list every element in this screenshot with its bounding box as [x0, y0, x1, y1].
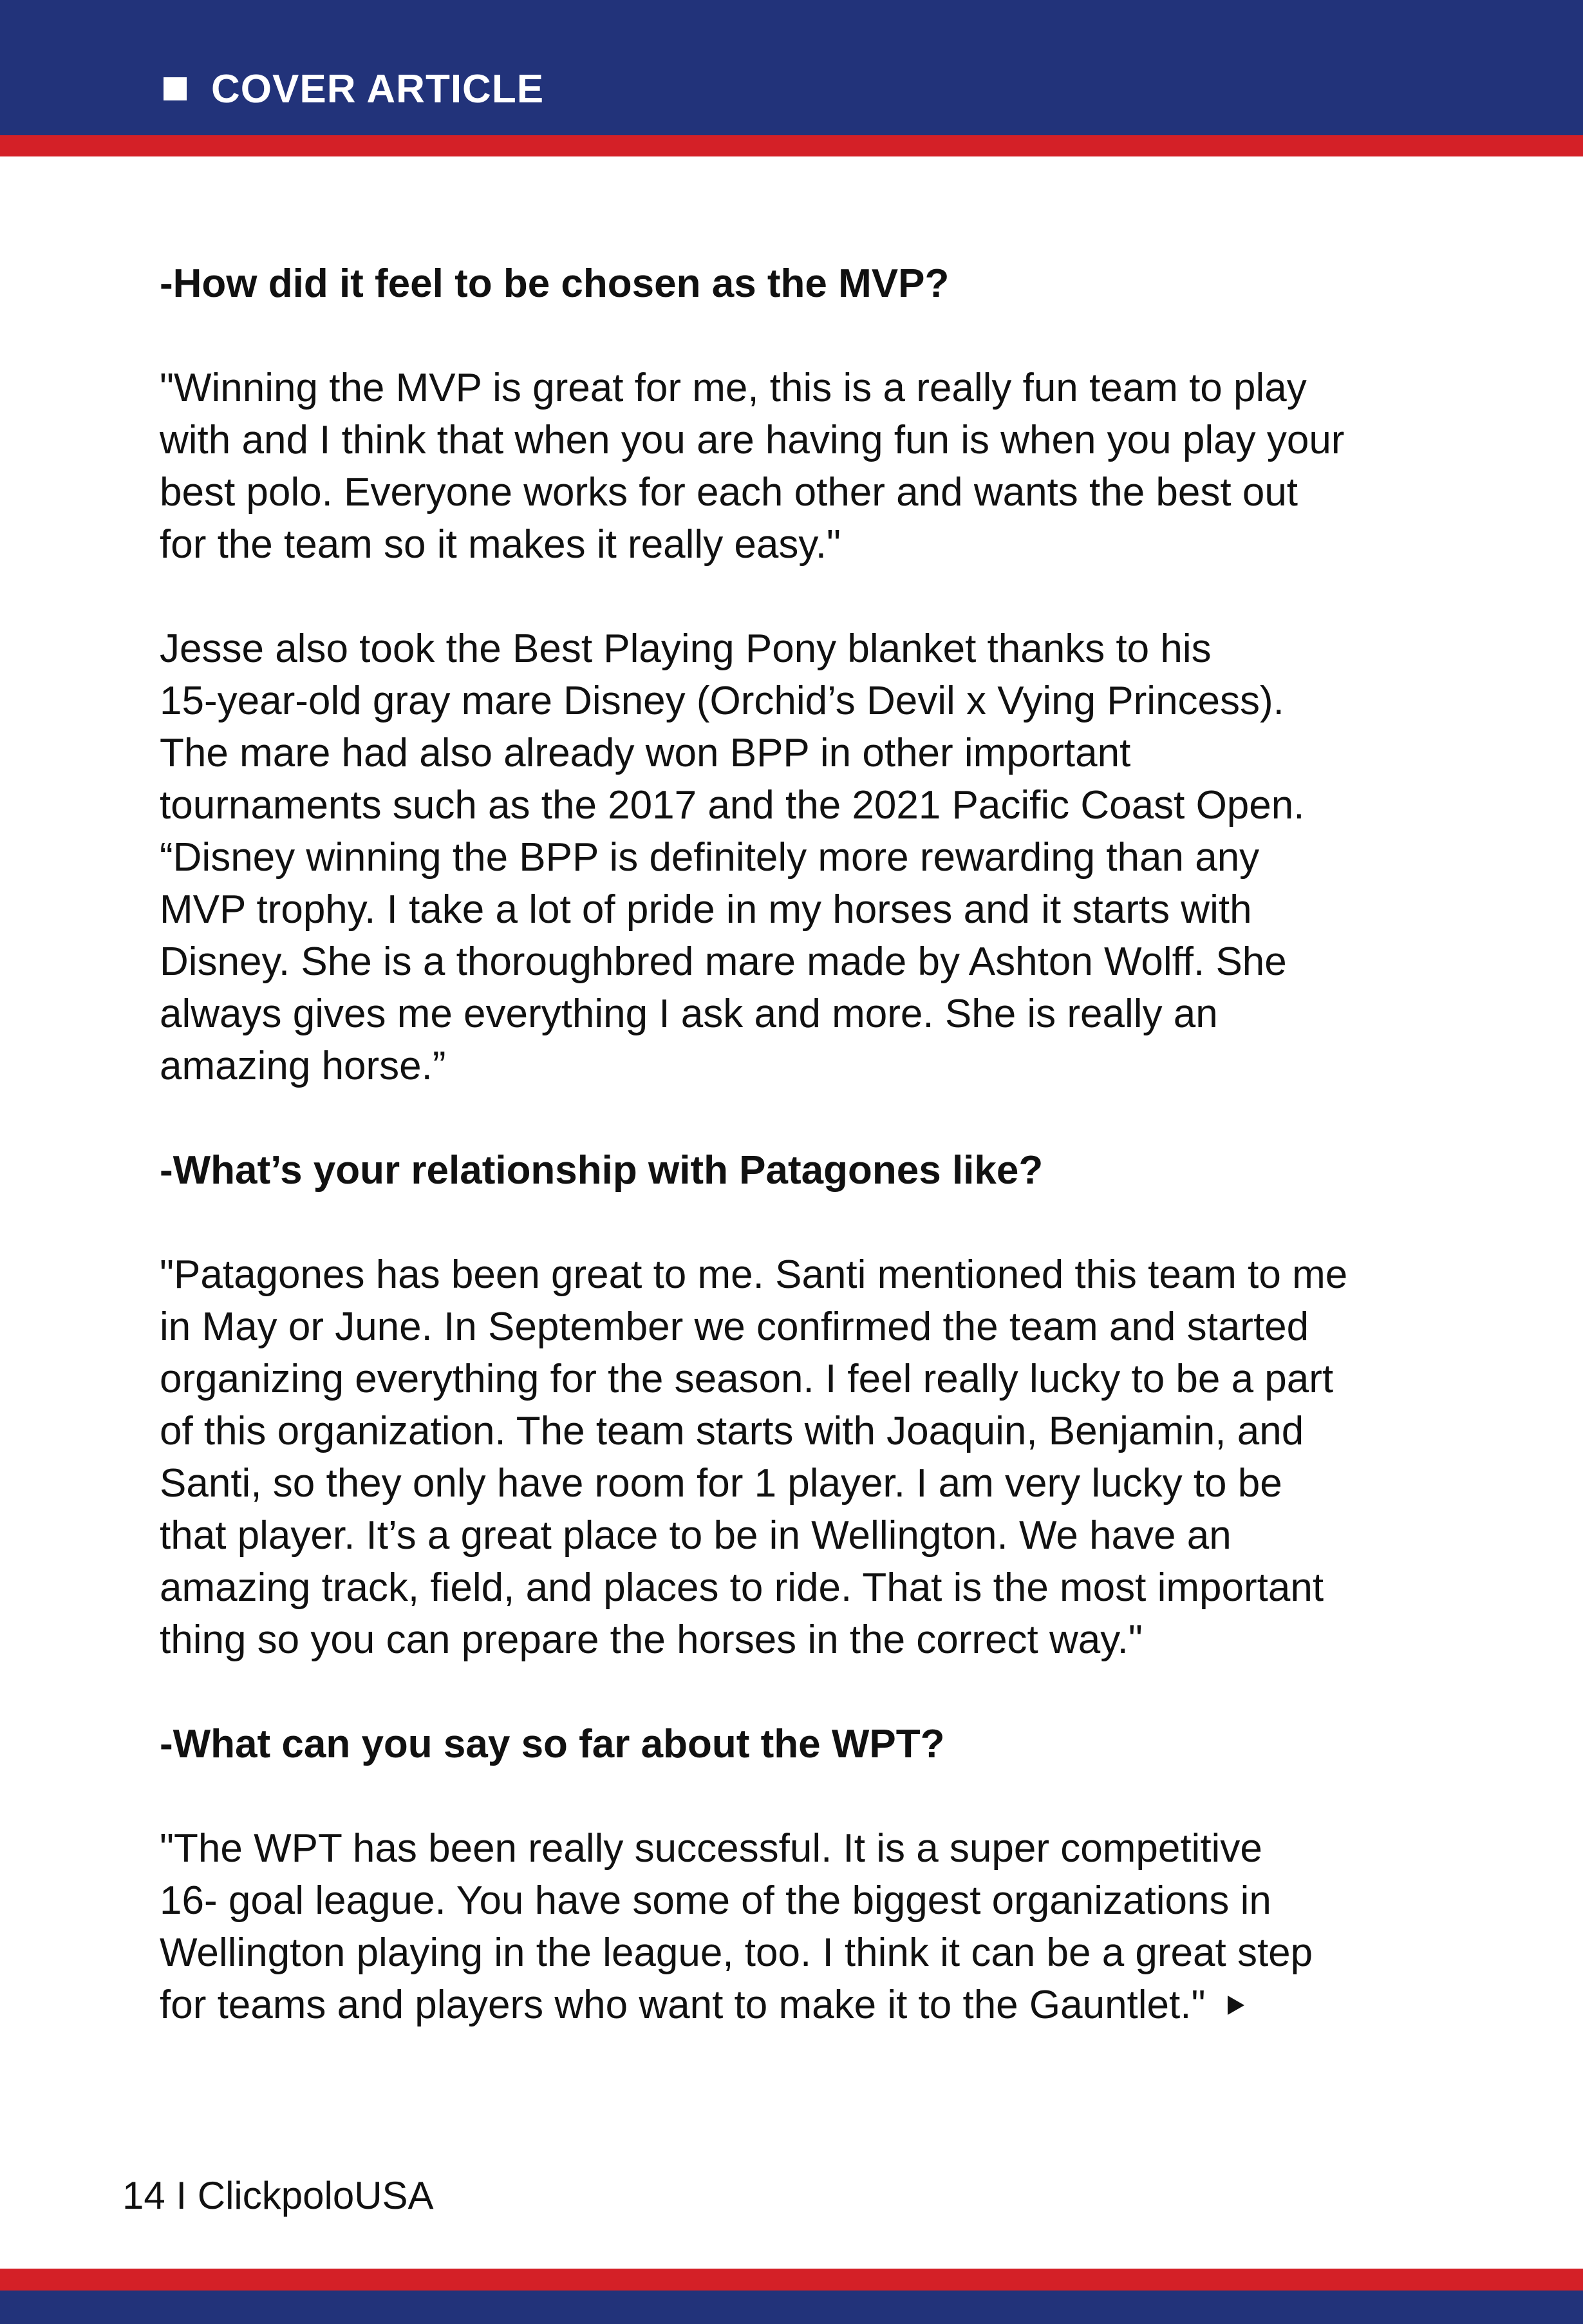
paragraph-line: "Winning the MVP is great for me, this is a really fun team to play	[160, 366, 1307, 410]
paragraph-line: thing so you can prepare the horses in the correct way."	[160, 1618, 1143, 1662]
article-body	[160, 258, 1524, 2083]
question-mvp: -How did it feel to be chosen as the MVP?	[160, 261, 950, 306]
page-footer	[122, 2170, 434, 2222]
paragraph-line: MVP trophy. I take a lot of pride in my horses and it starts with	[160, 887, 1252, 932]
paragraph-line: organizing everything for the season. I feel really lucky to be a part	[160, 1357, 1334, 1401]
page-number: 14	[122, 2174, 165, 2217]
paragraph-line: tournaments such as the 2017 and the 2021 Pacific Coast Open.	[160, 783, 1305, 827]
paragraph-line: that player. It’s a great place to be in Wellington. We have an	[160, 1513, 1232, 1558]
paragraph-line-text: for teams and players who want to make it to the Gauntlet."	[160, 1983, 1206, 2027]
paragraph-line: in May or June. In September we confirmed the team and started	[160, 1305, 1309, 1349]
square-bullet-icon	[164, 77, 187, 100]
paragraph-line: “Disney winning the BPP is definitely more rewarding than any	[160, 835, 1260, 880]
paragraph-line: always gives me everything I ask and more. She is really an	[160, 992, 1218, 1036]
paragraph-line: Disney. She is a thoroughbred mare made by Ashton Wolff. She	[160, 940, 1287, 984]
question-patagones: -What’s your relationship with Patagones like?	[160, 1148, 1044, 1193]
paragraph-line: for the team so it makes it really easy."	[160, 522, 841, 567]
footer-bar	[0, 2291, 1583, 2324]
paragraph-line: amazing horse.”	[160, 1044, 446, 1088]
paragraph-best-playing-pony	[160, 623, 1524, 1092]
paragraph-line: "Patagones has been great to me. Santi mentioned this team to me	[160, 1252, 1348, 1297]
footer-accent-stripe	[0, 2269, 1583, 2291]
paragraph-line: 15-year-old gray mare Disney (Orchid’s Devil x Vying Princess).	[160, 679, 1284, 723]
paragraph-line: of this organization. The team starts with Joaquin, Benjamin, and	[160, 1409, 1304, 1453]
footer-separator: I	[176, 2174, 187, 2217]
paragraph-line: amazing track, field, and places to ride. That is the most important	[160, 1565, 1324, 1610]
answer-patagones	[160, 1249, 1524, 1666]
paragraph-line: "The WPT has been really successful. It is a super competitive	[160, 1826, 1262, 1871]
continue-arrow-icon	[1228, 1996, 1244, 2015]
paragraph-line: Santi, so they only have room for 1 player. I am very lucky to be	[160, 1461, 1282, 1506]
paragraph-line: The mare had also already won BPP in other important	[160, 731, 1131, 775]
paragraph-line: Wellington playing in the league, too. I think it can be a great step	[160, 1931, 1313, 1975]
last-paragraph-line	[160, 1979, 1524, 2031]
question-wpt: -What can you say so far about the WPT?	[160, 1722, 945, 1766]
section-label	[164, 62, 544, 116]
section-label-text: COVER ARTICLE	[211, 66, 545, 111]
publication-name: ClickpoloUSA	[197, 2174, 434, 2217]
paragraph-line: best polo. Everyone works for each other and wants the best out	[160, 470, 1298, 515]
header-accent-stripe	[0, 135, 1583, 156]
answer-wpt	[160, 1822, 1524, 2031]
paragraph-line: 16- goal league. You have some of the biggest organizations in	[160, 1878, 1271, 1923]
paragraph-line: Jesse also took the Best Playing Pony blanket thanks to his	[160, 627, 1212, 671]
paragraph-line: with and I think that when you are having fun is when you play your	[160, 418, 1345, 462]
answer-mvp	[160, 362, 1524, 571]
